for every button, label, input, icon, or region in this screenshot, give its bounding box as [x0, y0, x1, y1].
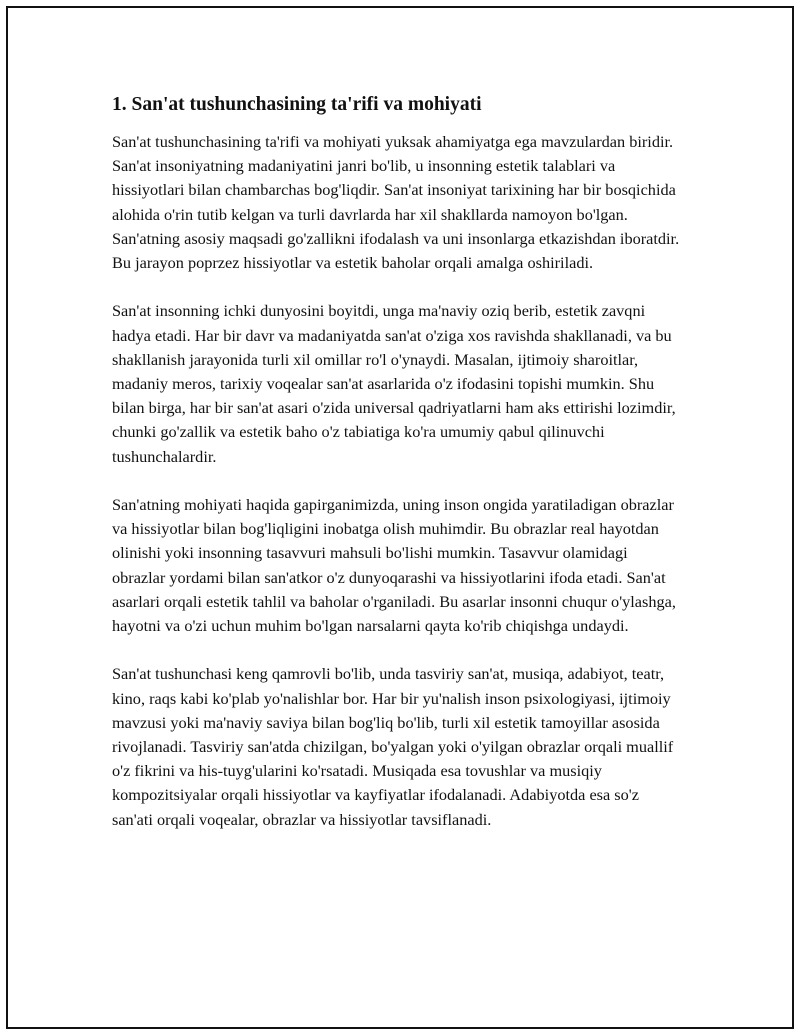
paragraph-1: San'at tushunchasining ta'rifi va mohiyati yuksak ahamiyatga ega mavzulardan biridir. San'at insoniyatning madaniyatini janri bo'lib, u insonning estetik talablari va hissiyotlari bilan chambarchas bog'liqdir. San'at insoniyat tarixining har bir bosqichida alohida o'rin tutib kelgan va turli davrlarda har xil shakllarda namoyon bo'lgan. San'atning asosiy maqsadi go'zallikni ifodalash va uni insonlarga etkazishdan iboratdir. Bu jarayon poprzez hissiyotlar va estetik baholar orqali amalga oshiriladi.	[112, 132, 680, 273]
paragraph-4: San'at tushunchasi keng qamrovli bo'lib, unda tasviriy san'at, musiqa, adabiyot, teatr, kino, raqs kabi ko'plab yo'nalishlar bor. Har bir yu'nalish inson psixologiyasi, ijtimoiy mavzusi yoki ma'naviy saviya bilan bog'liq bo'lib, turli xil estetik tamoyillar asosida rivojlanadi. Tasviriy san'atda chizilgan, bo'yalgan yoki o'yilgan obrazlar orqali muallif o'z fikrini va his-tuyg'ularini ko'rsatadi. Musiqada esa tovushlar va musiqiy kompozitsiyalar orqali hissiyotlar va kayfiyatlar ifodalanadi. Adabiyotda esa so'z san'ati orqali voqealar, obrazlar va hissiyotlar tavsiflanadi.	[112, 664, 674, 829]
document-body	[112, 92, 682, 832]
document-title: 1. San'at tushunchasining ta'rifi va mohiyati	[112, 94, 482, 115]
paragraph-3: San'atning mohiyati haqida gapirganimizda, uning inson ongida yaratiladigan obrazlar va hissiyotlar bilan bog'liqligini inobatga olish muhimdir. Bu obrazlar real hayotdan olinishi yoki insonning tasavvuri mahsuli bo'lishi mumkin. Tasavvur olamidagi obrazlar yordami bilan san'atkor o'z dunyoqarashi va hissiyotlarini ifoda etadi. San'at asarlari orqali estetik tahlil va baholar o'rganiladi. Bu asarlar insonni chuqur o'ylashga, hayotni va o'zi uchun muhim bo'lgan narsalarni qayta ko'rib chiqishga undaydi.	[112, 495, 676, 636]
paragraph-2: San'at insonning ichki dunyosini boyitdi, unga ma'naviy oziq berib, estetik zavqni hadya etadi. Har bir davr va madaniyatda san'at o'ziga xos ravishda shakllanadi, va bu shakllanish jarayonida turli xil omillar ro'l o'ynaydi. Masalan, ijtimoiy sharoitlar, madaniy meros, tarixiy voqealar san'at asarlarida o'z ifodasini topishi mumkin. Shu bilan birga, har bir san'at asari o'zida universal qadriyatlarni ham aks ettirishi lozimdir, chunki go'zallik va estetik baho o'z tabiatiga ko'ra umumiy qabul qilinuvchi tushunchalardir.	[112, 301, 676, 466]
